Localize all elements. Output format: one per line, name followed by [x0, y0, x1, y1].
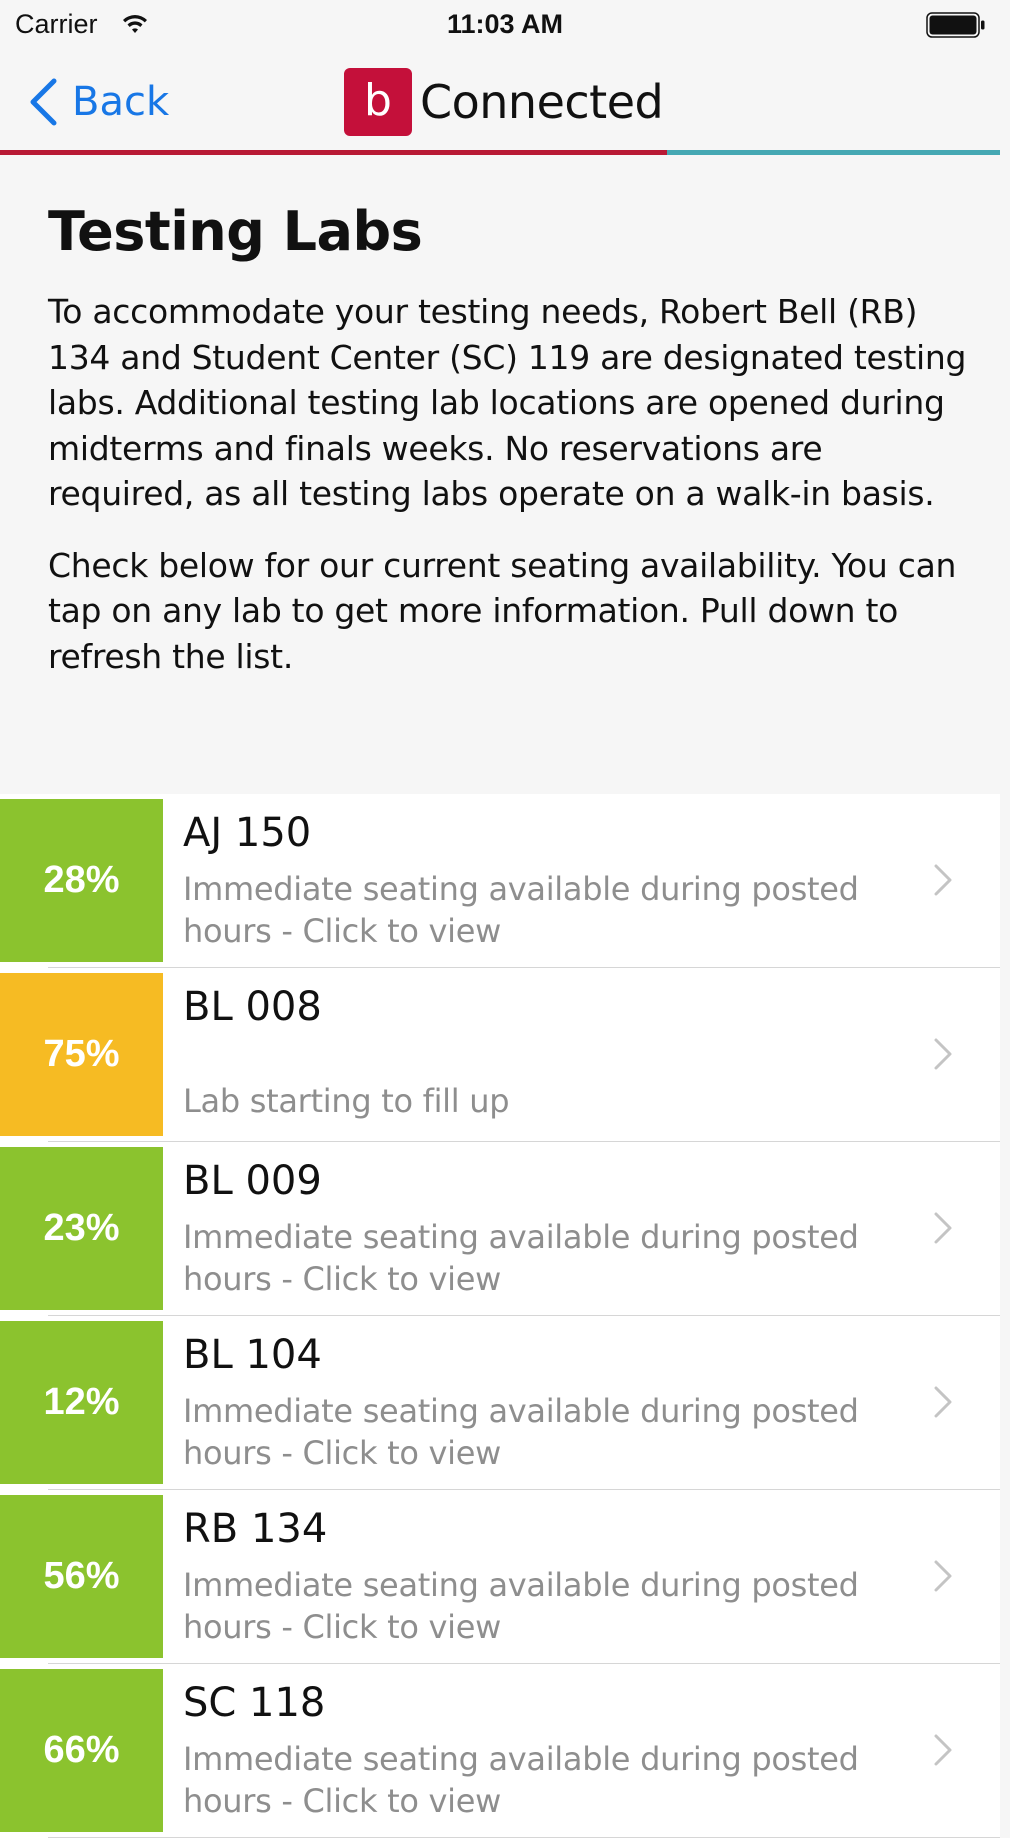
- lab-name: SC 118: [183, 1680, 326, 1726]
- lab-row[interactable]: [0, 1142, 1000, 1316]
- chevron-right-icon: [933, 1385, 953, 1419]
- nav-accent-line-teal: [667, 150, 1000, 155]
- chevron-right-icon: [933, 863, 953, 897]
- lab-status: Lab starting to fill up: [183, 1082, 510, 1120]
- lab-status: Immediate seating available during posted hours - Click to view: [183, 1566, 859, 1646]
- brand: [344, 68, 663, 136]
- nav-accent-line-red: [0, 150, 667, 155]
- lab-row[interactable]: [0, 794, 1000, 968]
- intro-section: [48, 200, 968, 679]
- lab-name: BL 009: [183, 1158, 322, 1204]
- lab-row[interactable]: [0, 1490, 1000, 1664]
- back-button[interactable]: [28, 76, 169, 128]
- status-bar: [0, 0, 1000, 50]
- brand-name: Connected: [420, 75, 664, 129]
- lab-list: [0, 794, 1000, 1838]
- navigation-bar: [0, 50, 1000, 154]
- intro-paragraph-2: Check below for our current seating availability. You can tap on any lab to get more information. Pull down to refresh the list.: [48, 545, 957, 676]
- lab-name: AJ 150: [183, 810, 312, 856]
- occupancy-badge: 56%: [0, 1495, 163, 1658]
- chevron-right-icon: [933, 1559, 953, 1593]
- chevron-right-icon: [933, 1211, 953, 1245]
- chevron-right-icon: [933, 1733, 953, 1767]
- intro-paragraph-1: To accommodate your testing needs, Robert Bell (RB) 134 and Student Center (SC) 119 are designated testing labs. Additional testing lab locations are opened during midterms and finals weeks. No reservations are required, as all testing labs operate on a walk-in basis.: [48, 292, 967, 513]
- occupancy-badge: 28%: [0, 799, 163, 962]
- lab-row[interactable]: [0, 1316, 1000, 1490]
- lab-status: Immediate seating available during posted hours - Click to view: [183, 1392, 859, 1472]
- chevron-left-icon: [28, 78, 58, 126]
- chevron-right-icon: [933, 1037, 953, 1071]
- lab-row[interactable]: [0, 968, 1000, 1142]
- back-label: Back: [72, 79, 170, 125]
- lab-status: Immediate seating available during posted hours - Click to view: [183, 1218, 859, 1298]
- lab-name: BL 008: [183, 984, 322, 1030]
- brand-logo: b: [344, 68, 412, 136]
- page-title: Testing Labs: [48, 200, 423, 263]
- occupancy-badge: 12%: [0, 1321, 163, 1484]
- clock: 11:03 AM: [446, 9, 564, 39]
- lab-name: BL 104: [183, 1332, 322, 1378]
- carrier-label: Carrier: [15, 9, 98, 39]
- lab-name: RB 134: [183, 1506, 328, 1552]
- lab-row[interactable]: [0, 1664, 1000, 1838]
- occupancy-badge: 75%: [0, 973, 163, 1136]
- lab-status: Immediate seating available during posted hours - Click to view: [183, 870, 859, 950]
- occupancy-badge: 66%: [0, 1669, 163, 1832]
- battery-full-icon: [926, 12, 986, 38]
- lab-status: Immediate seating available during posted hours - Click to view: [183, 1740, 859, 1820]
- occupancy-badge: 23%: [0, 1147, 163, 1310]
